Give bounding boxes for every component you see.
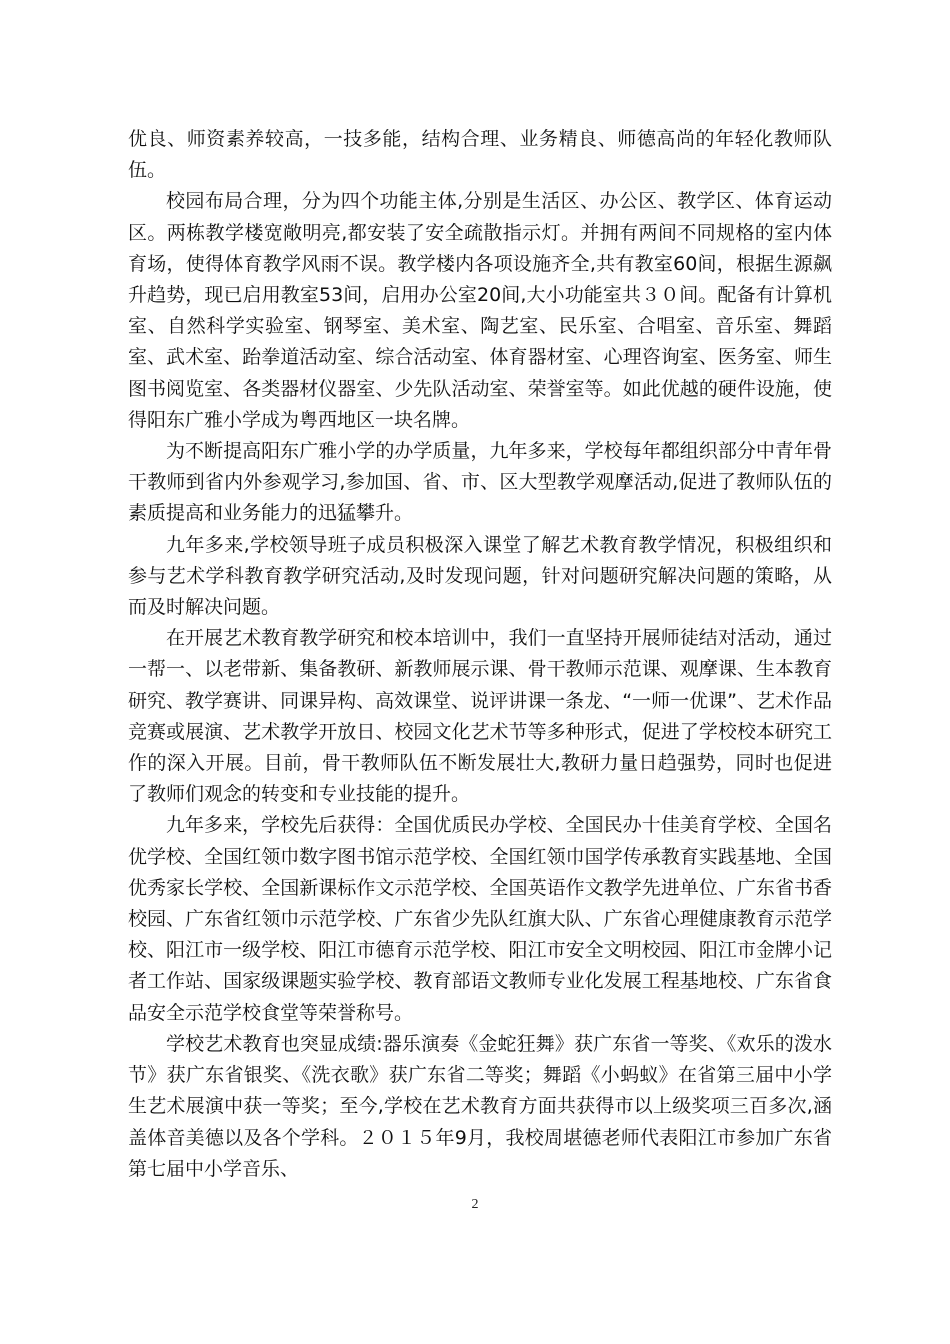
body-text — [128, 124, 832, 1185]
paragraph-7: 学校艺术教育也突显成绩:器乐演奏《金蛇狂舞》获广东省一等奖、《欢乐的泼水节》获广东省银奖、《洗衣歌》获广东省二等奖；舞蹈《小蚂蚁》在省第三届中小学生艺术展演中获一等奖；至今,学校在艺术教育方面共获得市以上级奖项三百多次,涵盖体音美德以及各个学科。２０１５年9月，我校周堪德老师代表阳江市参加广东省第七届中小学音乐、 — [128, 1032, 832, 1180]
paragraph-2: 校园布局合理，分为四个功能主体,分别是生活区、办公区、教学区、体育运动区。两栋教学楼宽敞明亮,都安装了安全疏散指示灯。并拥有两间不同规格的室内体育场，使得体育教学风雨不误。教学楼内各项设施齐全,共有教室60间，根据生源飙升趋势，现已启用教室53间，启用办公室20间,大小功能室共３０间。配备有计算机室、自然科学实验室、钢琴室、美术室、陶艺室、民乐室、合唱室、音乐室、舞蹈室、武术室、跆拳道活动室、综合活动室、体育器材室、心理咨询室、医务室、师生图书阅览室、各类器材仪器室、少先队活动室、荣誉室等。如此优越的硬件设施，使得阳东广雅小学成为粤西地区一块名牌。 — [128, 190, 832, 431]
paragraph-4: 九年多来,学校领导班子成员积极深入课堂了解艺术教育教学情况，积极组织和参与艺术学科教育教学研究活动,及时发现问题，针对问题研究解决问题的策略，从而及时解决问题。 — [128, 533, 832, 619]
paragraph-1: 优良、师资素养较高，一技多能，结构合理、业务精良、师德高尚的年轻化教师队伍。 — [128, 128, 832, 182]
paragraph-3: 为不断提高阳东广雅小学的办学质量，九年多来，学校每年都组织部分中青年骨干教师到省内外参观学习,参加国、省、市、区大型教学观摩活动,促进了教师队伍的素质提高和业务能力的迅猛攀升。 — [128, 440, 832, 525]
page-number: 2 — [471, 1197, 479, 1212]
paragraph-5: 在开展艺术教育教学研究和校本培训中，我们一直坚持开展师徒结对活动，通过一帮一、以老带新、集备教研、新教师展示课、骨干教师示范课、观摩课、生本教育研究、教学赛讲、同课异构、高效课堂、说评讲课一条龙、“一师一优课”、艺术作品竞赛或展演、艺术教学开放日、校园文化艺术节等多种形式，促进了学校校本研究工作的深入开展。目前，骨干教师队伍不断发展壮大,教研力量日趋强势，同时也促进了教师们观念的转变和专业技能的提升。 — [128, 627, 832, 806]
paragraph-6: 九年多来，学校先后获得：全国优质民办学校、全国民办十佳美育学校、全国名优学校、全国红领巾数字图书馆示范学校、全国红领巾国学传承教育实践基地、全国优秀家长学校、全国新课标作文示范学校、全国英语作文教学先进单位、广东省书香校园、广东省红领巾示范学校、广东省少先队红旗大队、广东省心理健康教育示范学校、阳江市一级学校、阳江市德育示范学校、阳江市安全文明校园、阳江市金牌小记者工作站、国家级课题实验学校、教育部语文教师专业化发展工程基地校、广东省食品安全示范学校食堂等荣誉称号。 — [128, 814, 832, 1024]
